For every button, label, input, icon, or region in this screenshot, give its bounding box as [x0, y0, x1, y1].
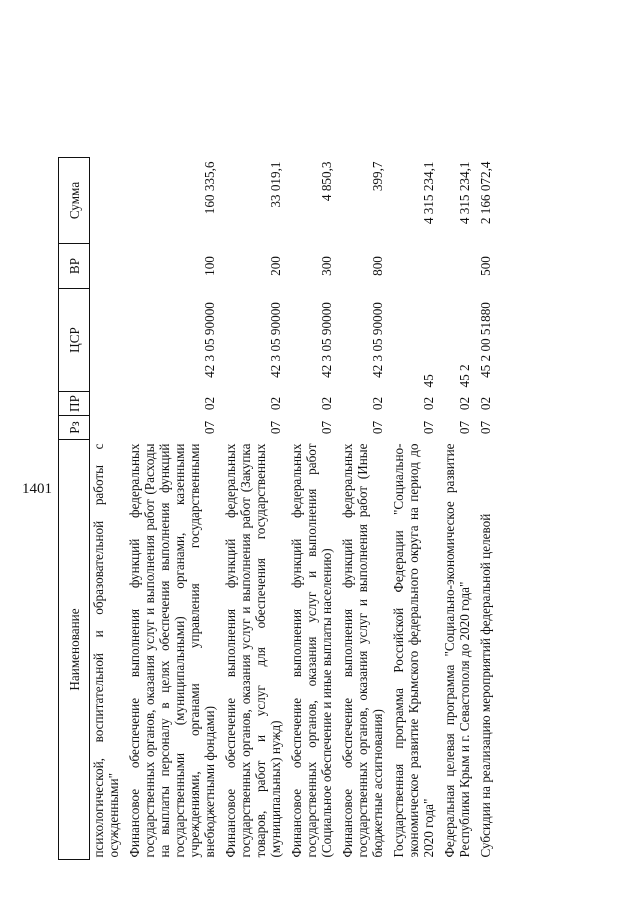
- row-csr: 42 3 05 90000: [202, 302, 217, 378]
- header-pr: ПР: [59, 392, 90, 416]
- row-pr: 02: [268, 396, 283, 411]
- row-rz: 07: [319, 420, 334, 435]
- row-name: Государственная программа Российской Федерации "Социально-экономическое развитие Крымского федерального округа на период до 2020 года": [391, 443, 436, 858]
- row-rz: [90, 416, 125, 440]
- table-header-row: [59, 158, 90, 860]
- row-sum: 4 850,3: [319, 161, 334, 202]
- row-sum: 2 166 072,4: [478, 161, 493, 225]
- table-row: [388, 158, 439, 860]
- row-rz: 07: [478, 420, 493, 435]
- page-number: 1401: [22, 481, 52, 497]
- table-row: [124, 158, 220, 860]
- header-csr: ЦСР: [59, 289, 90, 392]
- row-vr: [439, 244, 475, 289]
- row-rz: 07: [202, 420, 217, 435]
- row-vr: 100: [202, 256, 217, 276]
- row-vr: 300: [319, 256, 334, 276]
- row-name: Субсидии на реализацию мероприятий федеральной целевой: [478, 513, 493, 858]
- row-rz: 07: [370, 420, 385, 435]
- row-name: Федеральная целевая программа "Социально-экономическое развитие Республики Крым и г. Севастополя до 2020 года": [442, 443, 472, 858]
- table-row: [475, 158, 493, 860]
- header-name: Наименование: [59, 440, 90, 860]
- row-pr: 02: [319, 396, 334, 411]
- row-pr: 02: [370, 396, 385, 411]
- row-sum: 160 335,6: [202, 161, 217, 215]
- row-pr: 02: [457, 396, 472, 411]
- row-name: Финансовое обеспечение выполнения функций федеральных государственных органов, оказания услуг и выполнения работ (Иные бюджетные ассигнования): [340, 443, 385, 858]
- budget-table: [58, 157, 493, 860]
- row-sum: [90, 158, 125, 244]
- header-rz: Рз: [59, 416, 90, 440]
- header-vr: ВР: [59, 244, 90, 289]
- row-name: Финансовое обеспечение выполнения функций федеральных государственных органов, оказания услуг и выполнения работ (Социальное обеспечение и иные выплаты населению): [289, 443, 334, 858]
- table-row: [90, 158, 125, 860]
- row-csr: 42 3 05 90000: [319, 302, 334, 378]
- row-csr: 42 3 05 90000: [370, 302, 385, 378]
- table-row: [337, 158, 388, 860]
- row-rz: 07: [457, 420, 472, 435]
- row-pr: 02: [478, 396, 493, 411]
- row-csr: 45 2: [457, 364, 472, 388]
- row-pr: 02: [202, 396, 217, 411]
- row-pr: [90, 392, 125, 416]
- row-sum: 33 019,1: [268, 161, 283, 208]
- table-row: [286, 158, 337, 860]
- row-rz: 07: [268, 420, 283, 435]
- row-vr: [388, 244, 439, 289]
- row-csr: [90, 289, 125, 392]
- table-row: [439, 158, 475, 860]
- row-sum: 4 315 234,1: [457, 161, 472, 225]
- row-vr: 800: [370, 256, 385, 276]
- row-pr: 02: [421, 396, 436, 411]
- row-csr: 45 2 00 51880: [478, 302, 493, 378]
- row-sum: 399,7: [370, 161, 385, 192]
- row-vr: 500: [478, 256, 493, 276]
- row-sum: 4 315 234,1: [421, 161, 436, 225]
- row-rz: 07: [421, 420, 436, 435]
- row-name: Финансовое обеспечение выполнения функций федеральных государственных органов, оказания услуг и выполнения работ (Расходы на выплаты персоналу в целях обеспечения выполнения функций государственными (муниципальными) органами, казенными учреждениями, органами управления государственными внебюджетными фондами): [127, 443, 217, 858]
- header-sum: Сумма: [59, 158, 90, 244]
- row-csr: 42 3 05 90000: [268, 302, 283, 378]
- row-vr: 200: [268, 256, 283, 276]
- row-vr: [90, 244, 125, 289]
- table-row: [220, 158, 286, 860]
- row-name: психологической, воспитательной и образовательной работы с осужденными": [91, 443, 121, 858]
- row-name: Финансовое обеспечение выполнения функций федеральных государственных органов, оказания услуг и выполнения работ (Закупка товаров, работ и услуг для обеспечения государственных (муниципальных) нужд): [223, 443, 283, 858]
- row-csr: 45: [421, 374, 436, 388]
